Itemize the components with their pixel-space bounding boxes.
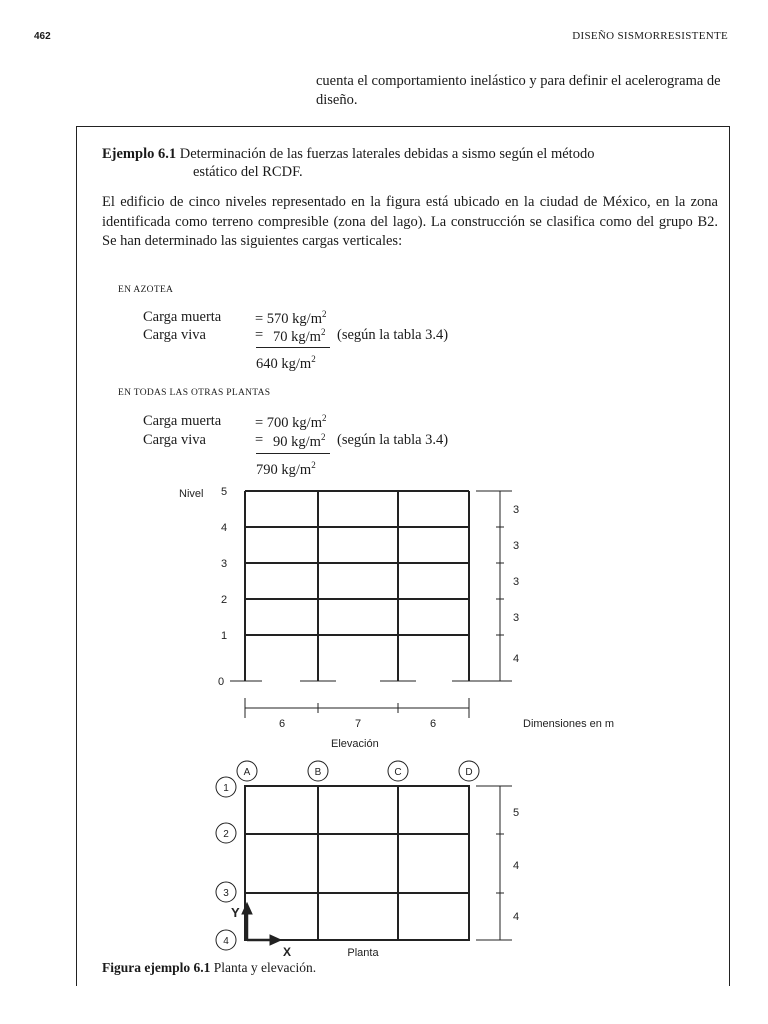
roof-total-text: 640 kg/m: [256, 355, 312, 372]
floors-heading: EN TODAS LAS OTRAS PLANTAS: [118, 388, 271, 398]
roof-dead-value: = 570 $kg/m^2$: [255, 309, 327, 327]
roof-live-value-text: 70 kg/m: [273, 328, 321, 345]
example-title-line1: Determinación de las fuerzas laterales debidas a sismo según el método: [179, 146, 595, 162]
floors-live-equals: =: [255, 432, 264, 448]
page-number: 462: [34, 31, 51, 42]
plan-labels: [223, 767, 519, 959]
column-label-a: A: [243, 767, 251, 778]
level-label-1: 1: [221, 630, 228, 642]
plan-outline: [245, 786, 469, 940]
column-bubbles: [216, 761, 479, 950]
elevation-frame: [245, 491, 469, 681]
plan-caption: Planta: [347, 947, 379, 959]
plan-depth-dims: [476, 786, 512, 940]
figure-caption-text: Planta y elevación.: [213, 960, 317, 975]
floors-total-text: 790 kg/m: [256, 461, 312, 478]
row-label-1: 1: [223, 783, 229, 794]
level-label-2: 2: [221, 594, 228, 606]
bay-width-2: 7: [355, 718, 362, 730]
roof-live-label: Carga viva: [143, 327, 206, 343]
roof-live-ref: (según la tabla 3.4): [337, 327, 449, 343]
bay-width-1: 6: [279, 718, 286, 730]
example-number: Ejemplo 6.1: [102, 146, 177, 162]
elevation-width-dims: [245, 698, 469, 718]
roof-heading: EN AZOTEA: [118, 285, 174, 295]
x-axis-label: X: [283, 945, 292, 959]
figure-caption-label: Figura ejemplo 6.1: [102, 960, 211, 975]
bay-depth-2: 4: [512, 860, 520, 872]
example-title-line2: estático del RCDF.: [193, 164, 303, 180]
storey-height-5: 3: [513, 504, 520, 516]
y-axis-label: Y: [231, 905, 240, 920]
lead-paragraph: cuenta el comportamiento inelástico y para definir el acelerograma de diseño.: [316, 73, 721, 108]
row-label-4: 4: [223, 936, 229, 947]
floors-live-value-text: 90 kg/m: [273, 433, 321, 450]
x-arrowhead: [270, 935, 281, 945]
elevation-caption: Elevación: [331, 738, 379, 750]
figure-caption: [102, 960, 316, 976]
level-label-0: 0: [218, 676, 225, 688]
floors-dead-value: = 700 $kg/m^2$: [255, 413, 327, 431]
roof-dead-value-text: = 570 kg/m: [255, 310, 322, 327]
nivel-label: Nivel: [179, 488, 204, 500]
example-paragraph: El edificio de cinco niveles representado en la figura está ubicado en la ciudad de México, en la zona identificada como terreno compresible (zona del lago). La construcción se clasifica como del grupo B2. Se han determinado las siguientes cargas verticales:: [102, 194, 718, 249]
y-arrowhead: [242, 903, 252, 914]
level-label-5: 5: [221, 486, 228, 498]
row-label-3: 3: [223, 888, 229, 899]
floors-dead-value-text: = 700 kg/m: [255, 414, 322, 431]
plan-grid: [245, 786, 469, 940]
floors-live-value: 90 $kg/m^2$: [273, 432, 326, 450]
floors-live-ref: (según la tabla 3.4): [337, 432, 449, 448]
roof-dead-label: Carga muerta: [143, 309, 222, 325]
elevation-height-dims: [476, 491, 512, 681]
row-label-2: 2: [223, 829, 229, 840]
bay-width-3: 6: [430, 718, 437, 730]
level-label-3: 3: [221, 558, 228, 570]
floors-live-label: Carga viva: [143, 432, 206, 448]
plan-axes: [242, 903, 281, 945]
running-head: DISEÑO SISMORRESISTENTE: [572, 30, 728, 42]
column-label-b: B: [314, 767, 322, 778]
roof-live-value: 70 $kg/m^2$: [273, 327, 326, 345]
storey-height-4: 3: [513, 540, 520, 552]
dimensions-note: Dimensiones en m: [523, 718, 615, 730]
level-label-4: 4: [221, 522, 228, 534]
column-label-c: C: [394, 767, 402, 778]
floors-total: 790 $kg/m^2$: [256, 460, 316, 478]
floors-dead-label: Carga muerta: [143, 413, 222, 429]
storey-height-3: 3: [513, 576, 520, 588]
column-label-d: D: [465, 767, 473, 778]
storey-height-1: 4: [513, 653, 520, 665]
storey-height-2: 3: [513, 612, 520, 624]
roof-total: 640 $kg/m^2$: [256, 354, 316, 372]
bay-depth-3: 4: [512, 911, 520, 923]
roof-live-equals: =: [255, 327, 264, 343]
bay-depth-1: 5: [512, 807, 520, 819]
